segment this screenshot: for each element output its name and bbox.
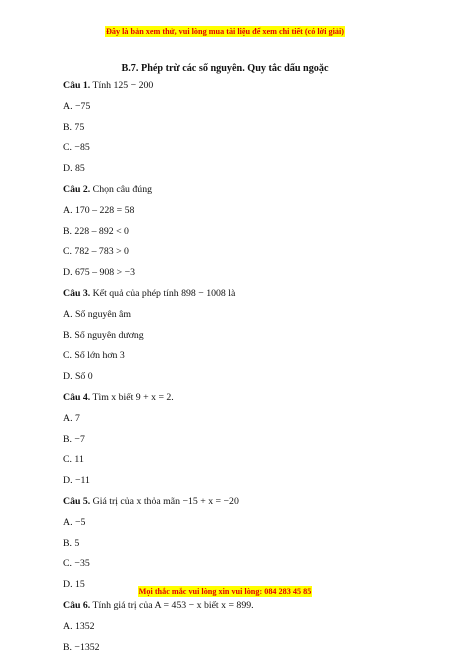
question-list — [63, 76, 403, 658]
answer-option: C. −85 — [63, 142, 90, 154]
answer-option: B. −7 — [63, 433, 85, 445]
page-title: B.7. Phép trừ các số nguyên. Quy tắc dấu ngoặc — [121, 63, 329, 74]
answer-option: B. 75 — [63, 121, 85, 133]
answer-option: A. 7 — [63, 412, 80, 424]
question-label: Câu 3. — [63, 287, 91, 299]
preview-notice-banner — [0, 27, 450, 36]
question-label: Câu 4. — [63, 391, 91, 403]
contact-footer-text: Mọi thắc mắc vui lòng xin vui lòng: 084 283 45 85 — [138, 587, 312, 596]
question-label: Câu 1. — [63, 80, 91, 91]
answer-option: B. 5 — [63, 537, 80, 549]
answer-option: A. −5 — [63, 516, 86, 528]
answer-option: C. −35 — [63, 558, 90, 570]
answer-option: B. Số nguyên dương — [63, 329, 144, 341]
answer-option: B. −1352 — [63, 641, 100, 653]
question-text: Tìm x biết 9 + x = 2. — [90, 391, 174, 403]
answer-option: D. 85 — [63, 163, 85, 175]
answer-option: B. 228 – 892 < 0 — [63, 225, 129, 237]
question-label: Câu 5. — [63, 495, 91, 507]
answer-option: D. 675 – 908 > −3 — [63, 267, 136, 279]
question-3 — [63, 284, 403, 305]
question-2 — [63, 180, 403, 201]
question-label: Câu 2. — [63, 183, 91, 195]
question-5 — [63, 492, 403, 513]
question-6 — [63, 596, 403, 617]
answer-option: C. 11 — [63, 454, 84, 466]
answer-option: A. −75 — [63, 100, 91, 112]
question-label: Câu 6. — [63, 599, 91, 611]
question-text: Tính 125 − 200 — [90, 80, 154, 91]
answer-option: A. Số nguyên âm — [63, 308, 132, 320]
question-4 — [63, 388, 403, 409]
question-text: Chọn câu đúng — [90, 183, 153, 195]
answer-option: D. Số 0 — [63, 371, 93, 383]
question-text: Tính giá trị của A = 453 − x biết x = 899. — [90, 599, 254, 611]
answer-option: D. 15 — [63, 579, 85, 591]
answer-option: C. 782 – 783 > 0 — [63, 246, 129, 258]
answer-option: C. Số lớn hơn 3 — [63, 350, 125, 362]
question-1 — [63, 76, 403, 97]
question-text: Giá trị của x thỏa mãn −15 + x = −20 — [90, 495, 239, 507]
answer-option: D. −11 — [63, 475, 90, 487]
preview-notice-text: Đây là bản xem thử, vui lòng mua tài liệu để xem chi tiết (có lời giải) — [105, 27, 344, 36]
answer-option: A. 1352 — [63, 620, 95, 632]
question-text: Kết quả của phép tính 898 − 1008 là — [90, 287, 236, 299]
answer-option: A. 170 – 228 = 58 — [63, 204, 135, 216]
contact-footer-banner — [0, 587, 450, 596]
